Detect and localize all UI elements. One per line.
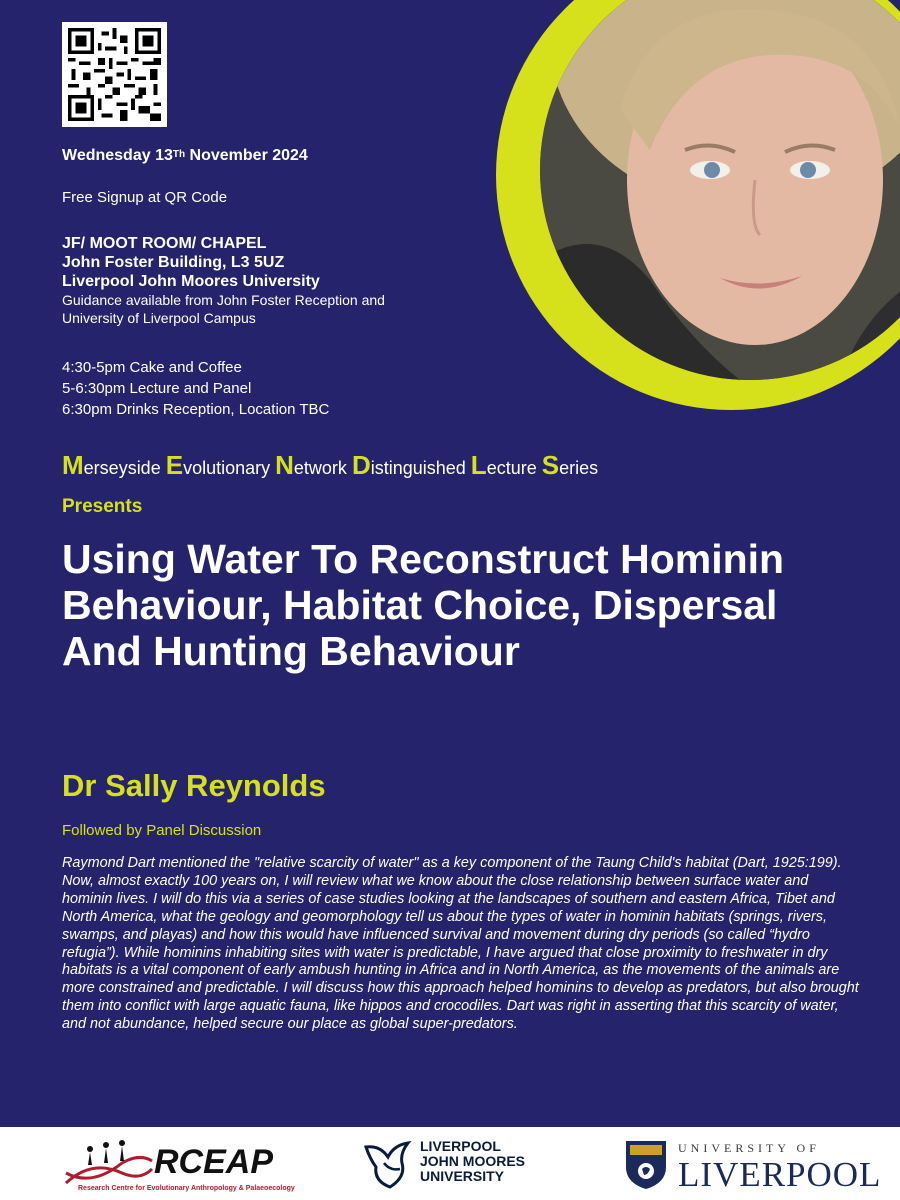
series-word: erseyside xyxy=(83,458,166,478)
series-word: eries xyxy=(559,458,599,478)
ljmu-line: LIVERPOOL xyxy=(420,1138,501,1154)
date-month-year: November 2024 xyxy=(185,147,308,164)
crest-icon xyxy=(624,1139,668,1191)
panel-note: Followed by Panel Discussion xyxy=(62,822,262,839)
series-word: volutionary xyxy=(183,458,276,478)
talk-title: Using Water To Reconstruct Hominin Behaviour, Habitat Choice, Dispersal And Hunting Behaviour xyxy=(62,536,785,674)
liver-bird-icon xyxy=(360,1137,416,1193)
rceap-logo[interactable] xyxy=(62,1137,295,1195)
ljmu-line: JOHN MOORES xyxy=(420,1153,526,1169)
series-initial: N xyxy=(275,450,294,480)
qr-code-icon[interactable] xyxy=(62,22,167,127)
series-word: etwork xyxy=(293,458,352,478)
sponsor-footer xyxy=(0,1127,900,1200)
schedule-item: 5-6:30pm Lecture and Panel xyxy=(62,380,252,397)
schedule-item: 4:30-5pm Cake and Coffee xyxy=(62,359,242,376)
date-superscript: Th xyxy=(172,149,186,160)
speaker-name: Dr Sally Reynolds xyxy=(62,768,326,803)
venue-room: JF/ MOOT ROOM/ CHAPEL xyxy=(62,235,267,252)
uol-top-line: UNIVERSITY OF xyxy=(678,1141,820,1155)
ljmu-logo[interactable] xyxy=(360,1135,570,1195)
series-initial: E xyxy=(165,450,184,480)
rceap-wordmark: RCEAP xyxy=(154,1143,274,1181)
university-of-liverpool-logo[interactable] xyxy=(624,1135,882,1197)
series-initial: L xyxy=(470,450,487,480)
ljmu-line: UNIVERSITY xyxy=(420,1168,505,1184)
dna-figures-icon xyxy=(62,1139,154,1189)
series-word: ecture xyxy=(486,458,542,478)
schedule-item: 6:30pm Drinks Reception, Location TBC xyxy=(62,401,330,418)
venue-building: John Foster Building, L3 5UZ xyxy=(62,254,285,271)
presents-label: Presents xyxy=(62,496,143,517)
series-initial: D xyxy=(351,450,371,480)
rceap-subtitle: Research Centre for Evolutionary Anthropology & Palaeoecology xyxy=(78,1185,295,1192)
date-day: Wednesday 13 xyxy=(62,147,173,164)
ljmu-wordmark xyxy=(420,1139,525,1184)
event-date xyxy=(62,146,308,165)
schedule xyxy=(62,357,329,420)
lecture-series-name xyxy=(62,450,598,481)
uol-wordmark: LIVERPOOL xyxy=(678,1155,882,1194)
venue-guidance-2: University of Liverpool Campus xyxy=(62,310,256,326)
series-initial: M xyxy=(62,450,84,480)
series-word: istinguished xyxy=(370,458,471,478)
venue-guidance-1: Guidance available from John Foster Reception and xyxy=(62,292,385,308)
venue-block xyxy=(62,234,385,327)
signup-note: Free Signup at QR Code xyxy=(62,189,228,206)
talk-abstract: Raymond Dart mentioned the "relative scarcity of water" as a key component of the Taung Child's habitat (Dart, 1925:199). Now, almost exactly 100 years on, I will review what we know about the close relationship between surface water and hominin lives. I will do this via a series of case studies looking at the landscapes of southern and eastern Africa, Tibet and North America, what the geology and geomorphology tell us about the types of water in hominin habitats (springs, rivers, swamps, and playas) and how this would have influenced survival and movement during dry periods (so called “hydro refugia”). While hominins inhabiting sites with water is predictable, I have argued that close proximity to freshwater in dry habitats is a vital component of early ambush hunting in Africa and in North America, as the movements of the animals are more constrained and predictable. I will discuss how this approach helped hominins to develop as predators, but also brought them into conflict with large aquatic fauna, like hippos and crocodiles. Dart was right in asserting that this scarcity of water, and not abundance, helped secure our place as global super-predators. xyxy=(62,855,859,1033)
venue-university: Liverpool John Moores University xyxy=(62,273,320,290)
series-initial: S xyxy=(541,450,560,480)
